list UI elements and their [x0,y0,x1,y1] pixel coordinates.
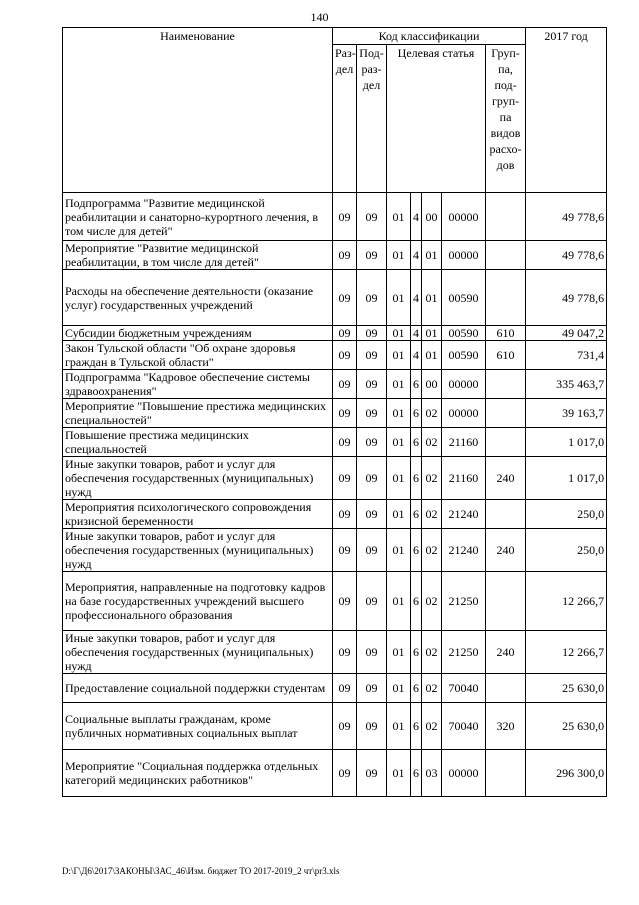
budget-table [62,27,607,797]
row-target-direction: 00000 [442,399,486,428]
row-section: 09 [333,703,357,750]
row-expense-group [486,428,526,457]
row-expense-group: 610 [486,341,526,370]
row-name: Предоставление социальной поддержки студентам [63,674,333,703]
column-header-subsection: Под- раз- дел [357,45,387,193]
row-target-activity: 02 [422,399,442,428]
row-target-program: 01 [387,370,411,399]
row-section: 09 [333,572,357,631]
row-expense-group: 240 [486,529,526,572]
row-name: Мероприятия, направленные на подготовку кадров на базе государственных учреждений высшего профессионального образования [63,572,333,631]
row-name: Социальные выплаты гражданам, кроме публичных нормативных социальных выплат [63,703,333,750]
row-target-program: 01 [387,529,411,572]
row-target-program: 01 [387,428,411,457]
row-name: Закон Тульской области "Об охране здоровья граждан в Тульской области" [63,341,333,370]
row-target-program: 01 [387,500,411,529]
row-expense-group [486,241,526,270]
row-amount: 1 017,0 [526,457,607,500]
row-target-direction: 21240 [442,500,486,529]
row-section: 09 [333,457,357,500]
row-amount: 1 017,0 [526,428,607,457]
row-expense-group [486,572,526,631]
row-name: Мероприятие "Социальная поддержка отдельных категорий медицинских работников" [63,750,333,797]
row-subsection: 09 [357,674,387,703]
table-row [63,457,607,500]
row-target-subprogram: 4 [411,341,422,370]
row-target-subprogram: 6 [411,428,422,457]
row-section: 09 [333,326,357,341]
row-amount: 12 266,7 [526,572,607,631]
row-target-subprogram: 6 [411,370,422,399]
row-target-activity: 01 [422,341,442,370]
table-row [63,529,607,572]
row-target-program: 01 [387,241,411,270]
table-row [63,750,607,797]
table-row [63,631,607,674]
row-subsection: 09 [357,500,387,529]
row-section: 09 [333,750,357,797]
table-row [63,193,607,241]
row-target-program: 01 [387,326,411,341]
row-target-direction: 21250 [442,631,486,674]
row-expense-group [486,399,526,428]
row-section: 09 [333,370,357,399]
row-target-program: 01 [387,572,411,631]
row-target-direction: 00590 [442,326,486,341]
row-expense-group [486,370,526,399]
row-target-activity: 00 [422,370,442,399]
row-subsection: 09 [357,341,387,370]
row-target-subprogram: 4 [411,326,422,341]
row-target-activity: 02 [422,457,442,500]
row-section: 09 [333,529,357,572]
table-row [63,399,607,428]
row-expense-group: 240 [486,457,526,500]
row-target-subprogram: 6 [411,500,422,529]
row-subsection: 09 [357,326,387,341]
row-target-direction: 00000 [442,193,486,241]
table-row [63,428,607,457]
row-section: 09 [333,399,357,428]
row-target-activity: 02 [422,674,442,703]
row-target-activity: 02 [422,572,442,631]
column-header-section: Раз- дел [333,45,357,193]
row-target-direction: 21240 [442,529,486,572]
row-target-activity: 02 [422,703,442,750]
page-number: 140 [310,10,329,24]
row-target-subprogram: 6 [411,703,422,750]
row-name: Мероприятия психологического сопровождения кризисной беременности [63,500,333,529]
row-subsection: 09 [357,703,387,750]
row-expense-group: 240 [486,631,526,674]
row-expense-group [486,750,526,797]
row-amount: 49 778,6 [526,193,607,241]
row-target-subprogram: 4 [411,241,422,270]
row-target-program: 01 [387,270,411,326]
row-target-program: 01 [387,341,411,370]
row-name: Мероприятие "Развитие медицинской реабилитации, в том числе для детей" [63,241,333,270]
row-target-activity: 02 [422,631,442,674]
row-expense-group [486,193,526,241]
row-target-subprogram: 6 [411,631,422,674]
row-amount: 250,0 [526,529,607,572]
row-target-subprogram: 6 [411,399,422,428]
row-section: 09 [333,270,357,326]
row-name: Иные закупки товаров, работ и услуг для обеспечения государственных (муниципальных) нужд [63,631,333,674]
row-target-activity: 00 [422,193,442,241]
row-target-subprogram: 6 [411,529,422,572]
row-amount: 49 778,6 [526,241,607,270]
row-expense-group [486,500,526,529]
row-amount: 335 463,7 [526,370,607,399]
table-row [63,270,607,326]
row-target-direction: 21160 [442,457,486,500]
row-target-direction: 21160 [442,428,486,457]
row-amount: 49 047,2 [526,326,607,341]
row-amount: 25 630,0 [526,703,607,750]
table-header [63,28,607,193]
row-expense-group: 610 [486,326,526,341]
row-subsection: 09 [357,193,387,241]
row-amount: 250,0 [526,500,607,529]
table-row [63,572,607,631]
row-target-direction: 00000 [442,241,486,270]
row-name: Расходы на обеспечение деятельности (оказание услуг) государственных учреждений [63,270,333,326]
row-expense-group [486,674,526,703]
row-name: Иные закупки товаров, работ и услуг для обеспечения государственных (муниципальных) нужд [63,457,333,500]
row-target-program: 01 [387,457,411,500]
row-target-subprogram: 6 [411,457,422,500]
row-expense-group [486,270,526,326]
row-section: 09 [333,631,357,674]
row-target-activity: 02 [422,428,442,457]
table-body [63,193,607,797]
row-target-subprogram: 4 [411,270,422,326]
row-amount: 731,4 [526,341,607,370]
row-subsection: 09 [357,631,387,674]
row-target-program: 01 [387,703,411,750]
table-row [63,703,607,750]
row-target-activity: 01 [422,326,442,341]
row-amount: 49 778,6 [526,270,607,326]
table-row [63,326,607,341]
row-target-activity: 01 [422,241,442,270]
row-name: Мероприятие "Повышение престижа медицинских специальностей" [63,399,333,428]
table-row [63,341,607,370]
row-section: 09 [333,500,357,529]
row-target-direction: 70040 [442,674,486,703]
row-target-direction: 70040 [442,703,486,750]
row-section: 09 [333,193,357,241]
table-row [63,370,607,399]
row-subsection: 09 [357,529,387,572]
row-amount: 12 266,7 [526,631,607,674]
row-section: 09 [333,241,357,270]
row-expense-group: 320 [486,703,526,750]
row-name: Подпрограмма "Кадровое обеспечение системы здравоохранения" [63,370,333,399]
table-row [63,674,607,703]
row-section: 09 [333,428,357,457]
row-target-direction: 00000 [442,370,486,399]
row-target-activity: 01 [422,270,442,326]
row-subsection: 09 [357,750,387,797]
row-name: Иные закупки товаров, работ и услуг для обеспечения государственных (муниципальных) нужд [63,529,333,572]
column-header-classification: Код классификации [333,28,526,45]
row-target-program: 01 [387,631,411,674]
row-section: 09 [333,341,357,370]
row-subsection: 09 [357,241,387,270]
row-subsection: 09 [357,457,387,500]
column-header-year: 2017 год [526,28,607,193]
row-amount: 39 163,7 [526,399,607,428]
table-row [63,500,607,529]
row-name: Субсидии бюджетным учреждениям [63,326,333,341]
row-target-program: 01 [387,193,411,241]
row-target-direction: 00000 [442,750,486,797]
column-header-target-article: Целевая статья [387,45,486,193]
row-target-activity: 02 [422,500,442,529]
row-target-program: 01 [387,674,411,703]
row-amount: 25 630,0 [526,674,607,703]
row-subsection: 09 [357,399,387,428]
row-target-program: 01 [387,750,411,797]
row-target-program: 01 [387,399,411,428]
row-target-subprogram: 6 [411,750,422,797]
row-amount: 296 300,0 [526,750,607,797]
row-subsection: 09 [357,370,387,399]
row-target-direction: 00590 [442,270,486,326]
table-row [63,241,607,270]
row-target-activity: 02 [422,529,442,572]
row-target-subprogram: 4 [411,193,422,241]
row-section: 09 [333,674,357,703]
row-subsection: 09 [357,428,387,457]
row-subsection: 09 [357,270,387,326]
file-path-footer: D:\Г\Д6\2017\ЗАКОНЫ\ЗАС_46\Изм. бюджет ТО 2017-2019_2 чт\pr3.xls [62,866,340,876]
row-target-activity: 03 [422,750,442,797]
row-target-direction: 21250 [442,572,486,631]
row-name: Подпрограмма "Развитие медицинской реабилитации и санаторно-курортного лечения, в том числе для детей" [63,193,333,241]
column-header-expense-group: Груп- па, под- груп- па видов расхо- дов [486,45,526,193]
row-target-subprogram: 6 [411,674,422,703]
row-subsection: 09 [357,572,387,631]
column-header-name: Наименование [63,28,333,193]
row-target-subprogram: 6 [411,572,422,631]
row-target-direction: 00590 [442,341,486,370]
row-name: Повышение престижа медицинских специальностей [63,428,333,457]
